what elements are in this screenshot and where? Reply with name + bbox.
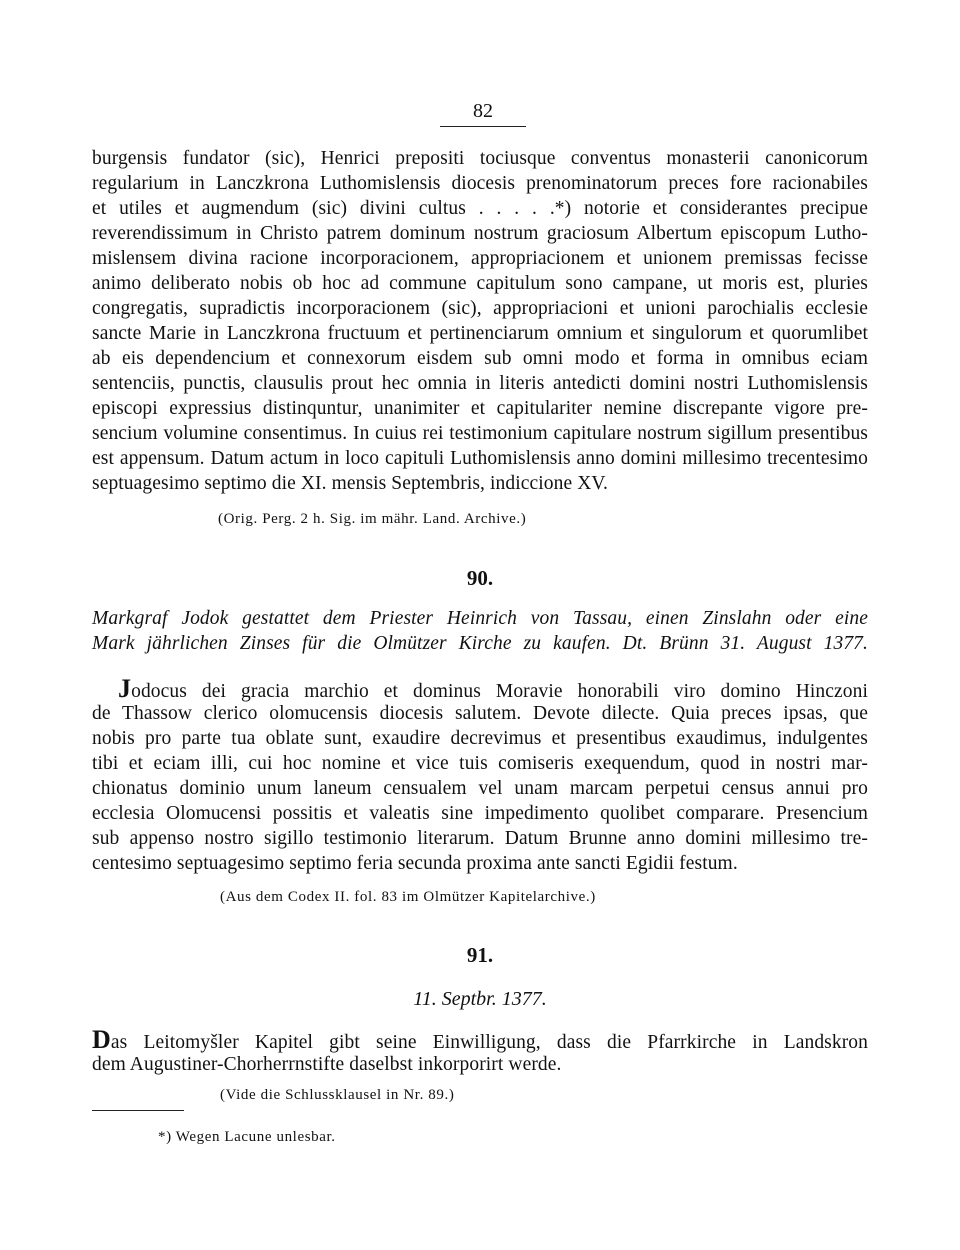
text-line: episcopi expressius distinquntur, unanimiter et capitulariter nemine discrepante vigore pre- <box>92 398 868 419</box>
text-line: et utiles et augmendum (sic) divini cultus . . . . .*) notorie et considerantes precipue <box>92 198 868 219</box>
text-line <box>118 676 868 701</box>
text-line: regularium in Lanczkrona Luthomislensis diocesis prenominatorum preces fore racionabiles <box>92 173 868 194</box>
source-note: (Aus dem Codex II. fol. 83 im Olmützer Kapitelarchive.) <box>220 889 596 905</box>
text-line: dem Augustiner-Chorherrnstifte daselbst inkorporirt werde. <box>92 1054 562 1075</box>
page-number-rule <box>440 126 526 127</box>
text-line: sancte Marie in Lanczkrona fructuum et pertinenciarum omnium et singulorum et quorumlibet <box>92 323 868 344</box>
text-line: animo deliberato nobis ob hoc ad commune capitulum sono campane, ut moris est, pluries <box>92 273 868 294</box>
footnote-rule <box>92 1110 184 1111</box>
footnote: *) Wegen Lacune unlesbar. <box>158 1129 336 1145</box>
document-number: 91. <box>466 943 494 967</box>
initial-letter: D <box>92 1025 111 1054</box>
text-line: sentenciis, punctis, clausulis prout hec omnia in literis antedicti domini nostri Luthomislensis <box>92 373 868 394</box>
text-line: tibi et eciam illi, cui hoc nomine et vice tuis comiseris exequendum, quod in nostri mar- <box>92 753 868 774</box>
heading-line: Markgraf Jodok gestattet dem Priester Heinrich von Tassau, einen Zinslahn oder eine <box>92 608 868 629</box>
first-line-text: odocus dei gracia marchio et dominus Moravie honorabili viro domino Hinczoni <box>131 681 868 702</box>
text-line: ab eis dependencium et connexorum eisdem sub omni modo et forma in omnibus eciam <box>92 348 868 369</box>
document-date: 11. Septbr. 1377. <box>413 988 547 1010</box>
text-line: sub appenso nostro sigillo testimonio literarum. Datum Brunne anno domini millesimo tre- <box>92 828 868 849</box>
initial-letter: J <box>118 674 132 703</box>
text-line: congregatis, supradictis incorporacionem (sic), appropriacioni et unioni parochialis ecclesie <box>92 298 868 319</box>
heading-line: Mark jährlichen Zinses für die Olmützer Kirche zu kaufen. Dt. Brünn 31. August 1377. <box>92 633 868 654</box>
text-line: burgensis fundator (sic), Henrici prepositi tociusque conventus monasterii canonicorum <box>92 148 868 169</box>
page-number: 82 <box>473 100 493 122</box>
text-line: centesimo septuagesimo septimo feria secunda proxima ante sancti Egidii festum. <box>92 853 738 874</box>
text-line <box>92 1027 868 1052</box>
text-line: reverendissimum in Christo patrem dominum nostrum graciosum Albertum episcopum Lutho- <box>92 223 868 244</box>
source-note: (Orig. Perg. 2 h. Sig. im mähr. Land. Archive.) <box>218 511 527 527</box>
text-line: de Thassow clerico olomucensis diocesis salutem. Devote dilecte. Quia preces ipsas, que <box>92 703 868 724</box>
text-line: mislensem divina racione incorporacionem, appropriacionem et unionem premissas fecisse <box>92 248 868 269</box>
text-line: septuagesimo septimo die XI. mensis Septembris, indiccione XV. <box>92 473 609 494</box>
text-line: ecclesia Olomucensi possitis et valeatis sine impedimento quolibet comparare. Presencium <box>92 803 868 824</box>
document-number: 90. <box>466 566 494 590</box>
text-line: chionatus dominio unum laneum censualem vel unam marcam perpetui census annui pro <box>92 778 868 799</box>
text-line: nobis pro parte tua oblate sunt, exaudire decrevimus et presentibus exaudimus, indulgentes <box>92 728 868 749</box>
source-note: (Vide die Schlussklausel in Nr. 89.) <box>220 1087 455 1103</box>
text-line: est appensum. Datum actum in loco capituli Luthomislensis anno domini millesimo trecentesimo <box>92 448 868 469</box>
text-line: sencium volumine consentimus. In cuius rei testimonium capitulare nostrum sigillum presentibus <box>92 423 868 444</box>
first-line-text: as Leitomyšler Kapitel gibt seine Einwilligung, dass die Pfarrkirche in Landskron <box>110 1032 868 1053</box>
